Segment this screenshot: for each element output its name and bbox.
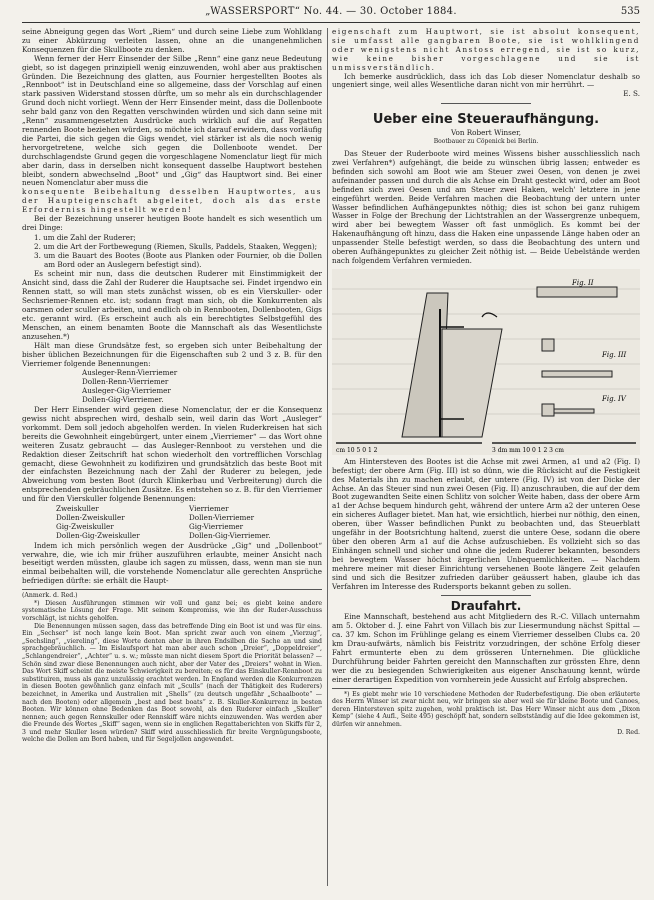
grid-cell: Dollen-Gig-Zweiskuller [56, 530, 140, 540]
paragraph: Der Herr Einsender wird gegen diese Nomenclatur, der er die Konsequenz gewiss nicht absprechen wird, deshalb sein, weil darin das Wort „Ausleger“ vorkommt. Dem soll jedoch abgeholfen werden. In vielen Ruderkreisen hat sich bereits die Gewohnheit eingebürgert, unter einem „Vierriemer“ — das Wort ohne weiteren Zusatz gebraucht — das Ausleger-Rennboot zu verstehen und die Redaktion dieser Zeitschrift hat schon wiederholt den vortrefflichen Vorschlag gemacht, diese Gewohnheit zu kodifiziren und grundsätzlich das beste Boot mit der einfachsten Bezeichnung nach der Zahl der Ruderer zu belegen, jede Abweichung vom besten Boot (durch Klinkerbau und Verbreiterung) durch die entsprechenden gebräuchlichen Zusätze. Es entstehen so z. B. für den Vierriemer und für den Vierskuller folgende Benennungen: [22, 405, 322, 504]
criteria-list [34, 234, 322, 270]
paragraph: Es scheint mir nun, dass die deutschen Ruderer mit Einstimmigkeit der Ansicht sind, dass die Zahl der Ruderer die Hauptsache sei. Findet irgendwo ein Rennen statt, so will man stets zunächst wissen, ob es ein Vierskuller- oder Sechsriemer-Rennen etc. ist; sodann fragt man sich, ob die Konkurrenten als oarsmen oder sculler arbeiten, und endlich ob in Rennbooten, Dollenbooten, Gigs etc. gerannt wird. (Es erscheint auch als ein berechtigtes Selbstgefühl des Menschen, an einem benamten Boote die Mannschaft als das Wesentlichste anzusehen.*) [22, 269, 322, 341]
footnote-signature: D. Red. [617, 728, 640, 736]
note-paragraph: Die Benennungen müssen sagen, dass das betreffende Ding ein Boot ist und was für eins. Ein „Sechser“ ist noch lange kein Boot. Man spricht zwar auch von einem „Vierzug“, „Sechsling“, „viereling“, diese Worte denten aber in ihren Endsilben die Sache an und sind sprachgebräuchlich. — Im Eislaufsport hat man aber auch schon „Dreier“, „Doppeldreier“, „Schlangendreier“, „Achter“ u. s. w.; müsste man nicht diesem Sport die Priorität belassen? — Schön sind zwar diese Benennungen auch nicht, aber der Vater des „Dreiers“ wohnt in Wien. Das Wort Skiff scheint die meiste Schwierigkeit zu bereiten; es für das Einskuller-Rennboot zu substituiren, muss als ganz unzulässig erachtet werden. In England werden die Konkurrenzen in diesen Booten gewöhnlich ganz einfach mit „Sculls“ (nach der Thätigkeit des Ruderers) bezeichnet, in Amerika und Australien mit „Shells“ (zu deutsch ungefähr „Schaalboote“ — nach den Booten) oder allgemein „best and best boats“ z. B. Skuller-Konkurrenz in besten Booten. Wir können ohne Bedenken das Boot sowohl, als den Ruderer einfach „Skuller“ nennen; auch gegen Rennskuller oder Rennskiff wäre nichts einzuwenden. Was werden aber die Freunde des Wortes „Skiff“ sagen, wenn sie in englichen Regattaberichten von Skiffs für 2, 3 und mehr Skuller lesen würden? Skiff wird ausschliesslich für breite Vergnügungsboote, welche die Dollen am Bord haben, und für Segeljollen angewendet. [22, 622, 322, 744]
paragraph: Indem ich mich persönlich wegen der Ausdrücke „Gig“ und „Dollenboot“ verwahre, die, wie ich mir früher auszuführen erlaubte, meiner Ansicht nach beseitigt werden müssten, glaube ich sagen zu müssen, dass, wenn man sie nun einmal beibehalten will, die vorstehende Nomenclatur alle gerechten Ansprüche befriedigen dürfte: sie erhält die Haupt- [22, 540, 322, 586]
grid-cell: Dollen-Zweiskuller [56, 512, 125, 522]
page-number: 535 [620, 6, 640, 17]
list-item: Ausleger-Renn-Vierriemer [82, 368, 178, 378]
separator-rule [441, 103, 531, 104]
separator-rule [441, 595, 531, 596]
header-rule [22, 22, 640, 23]
list-item: Ausleger-Gig-Vierriemer [82, 386, 171, 396]
grid-cell: Gig-Zweiskuller [56, 521, 114, 531]
footnote-rule [332, 688, 392, 689]
footnote: *) Es giebt mehr wie 10 verschiedene Methoden der Ruderbefestigung. Die oben erläuterte des Herrn Winser ist zwar nicht neu, wir bringen sie aber weil sie für kleine Boote und Canoes, deren Hintersteven spitz zugehen, wohl praktisch ist. Das Herr Winser nicht aus dem „Dixon Kemp“ (siehe 4 Aufl., Seite 495) geschöpft hat, sondern selbstständig auf die Idee gekommen ist, dürfen wir annehmen. [332, 690, 640, 728]
grid-cell: Gig-Vierriemer [189, 521, 244, 531]
article-author: Von Robert Winser, [450, 128, 522, 138]
grid-cell: Dollen-Gig-Vierriemer. [189, 530, 271, 540]
paragraph: Am Hintersteven des Bootes ist die Achse mit zwei Armen, a1 und a2 (Fig. I) befestigt; der obere Arm (Fig. III) ist so dünn, wie die Rücksicht auf die Festigkeit des Materials ihn zu machen erlaubt, der untere (Fig. IV) ist von der Dicke der Achse. An das Steuer sind nun zwei Oesen (Fig. II) anzuschrauben, die auf der dem Boot zugewandten Seite einen Schlitz von solcher Weite haben, dass der obere Arm a1 der Achse bequem hindurch geht, während der untere Arm a2 der unteren Oese ein sicheres Auflager bietet. Man hat, wie ersichtlich, hierbei nur nöthig, den einen, oberen, über Wasser befindlichen Punkt zu beobachten und, das Steuerblatt ungefähr in der Bootsrichtung haltend, zuerst die untere Oese, sodann die obere über den oberen Arm a1 auf die Achse aufzuschieben. Es vollzieht sich so das Einhängen schnell und sicher und ohne die jedem Ruderer bekannten, besonders bei bewegtem Wasser höchst ärgerlichen Unbequemlichkeiten. — Nachdem mehrere meiner mit dieser Einrichtung versehenen Boote längere Zeit gelaufen sind und sich die Besitzer zufrieden darüber geäussert haben, glaube ich das Verfahren im Interesse des Rudersports bekannt geben zu sollen. [332, 456, 640, 591]
header-title: „WASSERSPORT“ No. 44. — 30. October 1884. [205, 6, 457, 17]
grid-cell: Zweiskuller [56, 504, 99, 514]
rudder-illustration [332, 269, 640, 455]
column-divider [327, 28, 328, 886]
paragraph: Ich bemerke ausdrücklich, dass ich das Lob dieser Nomenclatur deshalb so ungeniert singe, weil alles Wesentliche daran nicht von mir herrührt. — [332, 71, 640, 90]
paragraph: Bei der Bezeichnung unserer heutigen Boote handelt es sich wesentlich um drei Dinge: [22, 214, 322, 232]
fig-label: Fig. II [572, 278, 594, 287]
scale-label: cm 10 5 0 1 2 [336, 446, 378, 454]
grid-cell: Dollen-Vierriemer [189, 512, 255, 522]
list-item: Dollen-Gig-Vierriemer. [82, 395, 164, 405]
fig-label: Fig. IV [602, 394, 626, 403]
scale-label: 3 dm mm 10 0 1 2 3 cm [492, 446, 564, 454]
list-item: 2. um die Art der Fortbewegung (Riemen, Skulls, Paddels, Staaken, Weggen); [34, 241, 318, 251]
page-header [22, 6, 640, 20]
footnote-rule [22, 589, 322, 590]
list-item: 1. um die Zahl der Ruderer; [34, 232, 136, 242]
fig-label: Fig. III [602, 350, 627, 359]
right-column [332, 28, 640, 736]
emphasis-paragraph: eigenschaft zum Hauptwort, sie ist absolut konsequent, sie umfasst alle gangbaren Boote, sie ist wohlklingend oder wenigstens nicht Anstoss erregend, sie ist so kurz, wie keine bisher vorgeschlagene und sie ist unmissverständlich. [332, 27, 640, 72]
paragraph: Eine Mannschaft, bestehend aus acht Mitgliedern des R.-C. Villach unternahm am 5. Oktober d. J. eine Fahrt von Villach bis zur Liesermundung nächst Spittal — ca. 37 km. Schon im Frühlinge gelang es einem Vierriemer desselben Clubs ca. 20 km Drau-aufwärts, nämlich bis Feistritz vorzudringen, der schöne Erfolg dieser Fahrt ermunterte eben zu dem grösseren Unternehmen. Die glückliche Durchführung beider Fahrten gereicht den Mannschaften zur grössten Ehre, denn wer die zu besiegenden Schwierigkeiten aus eigener Anschauung kennt, würde einer derartigen Expedition von vornherein jede Aussicht auf Erfolg absprechen. [332, 612, 640, 684]
editor-note [22, 592, 322, 744]
paragraph: Hält man diese Grundsätze fest, so ergeben sich unter Beibehaltung der bisher üblichen Bezeichnungen für die Eigenschaften sub 2 und 3 z. B. für den Vierriemer folgende Benennungen: [22, 340, 322, 368]
rudder-figure [332, 269, 640, 455]
section-title: Draufahrt. [450, 599, 522, 614]
emphasis-paragraph: konsequente Beibehaltung desselben Hauptwortes, aus der Haupteigenschaft abgeleitet, doch als das erste Erforderniss hingestellt werden! [22, 187, 322, 215]
author-affiliation: Bootbauer zu Cöpenick bei Berlin. [433, 138, 539, 146]
article-title: Ueber eine Steueraufhängung. [372, 112, 600, 128]
left-column [22, 28, 322, 744]
grid-cell: Vierriemer [189, 504, 229, 514]
list-item: Dollen-Renn-Vierriemer [82, 377, 169, 387]
note-heading: (Anmerk. d. Red.) [22, 592, 78, 600]
boat-name-grid [56, 505, 322, 541]
paragraph: Wenn ferner der Herr Einsender der Silbe „Renn“ eine ganz neue Bedeutung giebt, so ist dagegen prinzipiell wenig einzuwenden, wohl aber aus praktischen Gründen. Die Bezeichnung des glatten, aus Fournier hergestellten Bootes als „Rennboot“ ist in Deutschland eine so allgemeine, dass der Vorschlag auf einen stark passiven Widerstand stossen dürfte, um so mehr als ein durchschlagender Grund doch nicht vorliegt. Wenn der Herr Einsender meint, dass die Dollenboote sehr bald ganz von den Regatten verschwinden würden und sich dann seine mit „Renn“ zusammengesetzten Ausdrücke auch wirklich auf die auf Regatten rennenden Boote beziehen würden, so möchte ich darauf erwidern, dass vorläufig die Partei, die sich gegen die Gigs wendet, viel stärker ist als die noch wenig hervorgetretene, welche sich gegen die Dollenboote wendet. Der durchschlagendste Grund gegen die vorgeschlagene Nomenclatur liegt für mich aber darin, dass in derselben nicht konsequent dasselbe Hauptwort bestehen bleibt, sondern abwechselnd „Boot“ und „Gig“ das Hauptwort sind. Bei einer neuen Nomenclatur aber muss die [22, 53, 322, 188]
boat-name-list [82, 369, 322, 405]
list-item: 3. um die Bauart des Bootes (Boote aus Planken oder Fournier, ob die Dollen am Bord oder an Auslegern befestigt sind). [34, 250, 322, 269]
signature: E. S. [623, 89, 640, 99]
paragraph: Das Steuer der Ruderboote wird meines Wissens bisher ausschliesslich nach zwei Verfahren*) aufgehängt, die beide zu wünschen übrig lassen; entweder es befinden sich sowohl am Boot wie am Steuer zwei Oesen, von denen je zwei aufeinander passen und durch die als Achse ein Draht gesteckt wird, oder am Boot befinden sich zwei Oesen und am Steuer zwei Haken, welch' letztere in jene eingeführt werden. Beide Verfahren machen die Beobachtung der untern unter Wasser befindlichen Aufhängepunktes nöthig; dies ist schon bei ganz ruhigem Wasser in Folge der Brechung der Lichtstrahlen an der Wassergrenze unbequem, wird aber bei bewegtem Wasser oft fast unmöglich. Es kommt bei der Hakenaufhängung oft hinzu, dass die Haken eine unpassende Länge haben oder an unpassender Stelle befestigt werden, so dass die Beobachtung des untern und oberen Aufhängepunktes zu gleicher Zeit nöthig ist. — Beide Uebelstände werden nach folgendem Verfahren vermieden. [332, 149, 640, 265]
note-paragraph: *) Diesen Ausführungen stimmen wir voll und ganz bei; es giebt keine andere systematische Lösung der Frage. Mit seinem Kompromiss, wie ihn der Ruder-Ausschuss vorschlägt, ist nichts geholfen. [22, 599, 322, 622]
paragraph: seine Abneigung gegen das Wort „Riem“ und durch seine Liebe zum Wohlklang zu einer Abkürzung verleiten lassen, ohne an die unangenehmlichen Konsequenzen für die Skullboote zu denken. [22, 27, 322, 54]
